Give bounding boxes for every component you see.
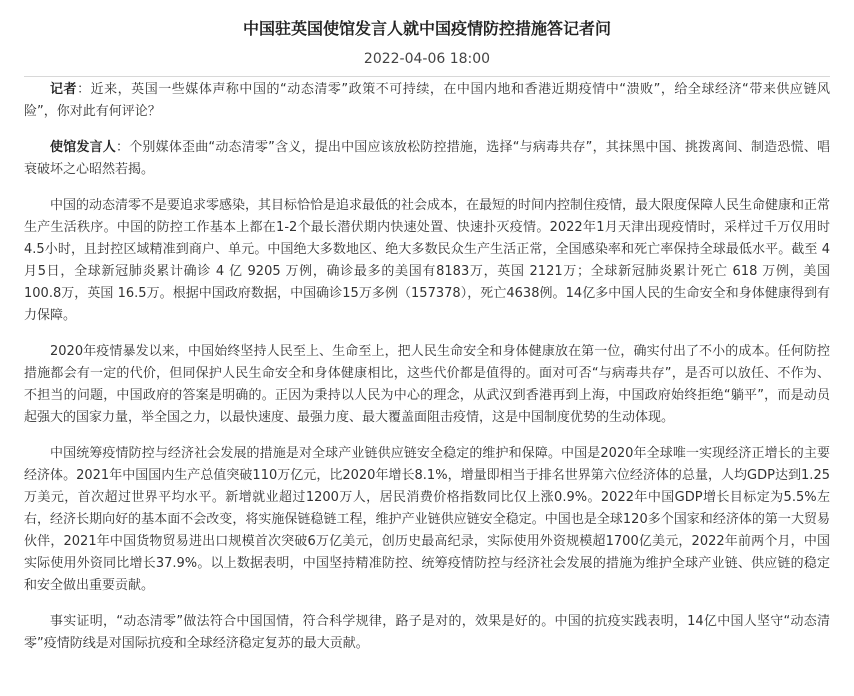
article [24,0,830,655]
body-paragraph-1: 中国的动态清零不是要追求零感染，其目标恰恰是追求最低的社会成本，在最短的时间内控制住疫情，最大限度保障人民生命健康和正常生产生活秩序。中国的防控工作基本上都在1-2个最长潜伏期内快速处置、快速扑灭疫情。2022年1月天津出现疫情时，采样过千万仅用时4.5小时，且封控区域精准到商户、单元。中国绝大多数地区、绝大多数民众生产生活正常，全国感染率和死亡率保持全球最低水平。截至 4月5日，全球新冠肺炎累计确诊 4 亿 9205 万例，确诊最多的美国有8183万，英国 2121万；全球新冠肺炎累计死亡 618 万例，美国 100.8万，英国 16.5万。根据中国政府数据，中国确诊15万多例（157378），死亡4638例。14亿多中国人民的生命安全和身体健康得到有力保障。 [24,198,831,323]
title-divider [24,76,830,77]
body-paragraph-4: 事实证明，“动态清零”做法符合中国国情，符合科学规律，路子是对的，效果是好的。中国的抗疫实践表明，14亿中国人坚守“动态清零”疫情防线是对国际抗疫和全球经济稳定复苏的最大贡献。 [24,614,830,651]
answer-paragraph [24,137,830,181]
answer-intro-text: ：个别媒体歪曲“动态清零”含义，提出中国应该放松防控措施，选择“与病毒共存”，其抹黑中国、挑拨离间、制造恐慌、唱衰破坏之心昭然若揭。 [24,140,830,177]
body-paragraph-3: 中国统筹疫情防控与经济社会发展的措施是对全球产业链供应链安全稳定的维护和保障。中国是2020年全球唯一实现经济正增长的主要经济体。2021年中国国内生产总值突破110万亿元，比2020年增长8.1%，增量即相当于排名世界第六位经济体的总量，人均GDP达到1.25万美元，首次超过世界平均水平。新增就业超过1200万人，居民消费价格指数同比仅上涨0.9%。2022年中国GDP增长目标定为5.5%左右，经济长期向好的基本面不会改变，将实施保链稳链工程，维护产业链供应链安全稳定。中国也是全球120多个国家和经济体的第一大贸易伙伴，2021年中国货物贸易进出口规模首次突破6万亿美元，创历史最高纪录，实际使用外资规模超1700亿美元，2022年前两个月，中国实际使用外资同比增长37.9%。以上数据表明，中国坚持精准防控、统筹疫情防控与经济社会发展的措施为维护全球产业链、供应链的稳定和安全做出重要贡献。 [24,446,830,593]
publish-date: 2022-04-06 18:00 [363,51,491,67]
question-text: ：近来，英国一些媒体声称中国的“动态清零”政策不可持续，在中国内地和香港近期疫情中“溃败”，给全球经济“带来供应链风险”，你对此有何评论？ [24,82,830,119]
speaker-label-spokesperson: 使馆发言人 [50,140,117,155]
body-paragraph-2: 2020年疫情暴发以来，中国始终坚持人民至上、生命至上，把人民生命安全和身体健康放在第一位，确实付出了不小的成本。任何防控措施都会有一定的代价，但同保护人民生命安全和身体健康相比，这些代价都是值得的。面对可否“与病毒共存”，是否可以放任、不作为、不担当的问题，中国政府的答案是明确的。正因为秉持以人民为中心的理念，从武汉到香港再到上海，中国政府始终拒绝“躺平”，而是动员起强大的国家力量，举全国之力，以最快速度、最强力度、最大覆盖面阻击疫情，这是中国制度优势的生动体现。 [24,344,830,425]
question-paragraph [24,79,830,123]
article-title: 中国驻英国使馆发言人就中国疫情防控措施答记者问 [242,19,611,38]
speaker-label-reporter: 记者 [50,82,78,97]
